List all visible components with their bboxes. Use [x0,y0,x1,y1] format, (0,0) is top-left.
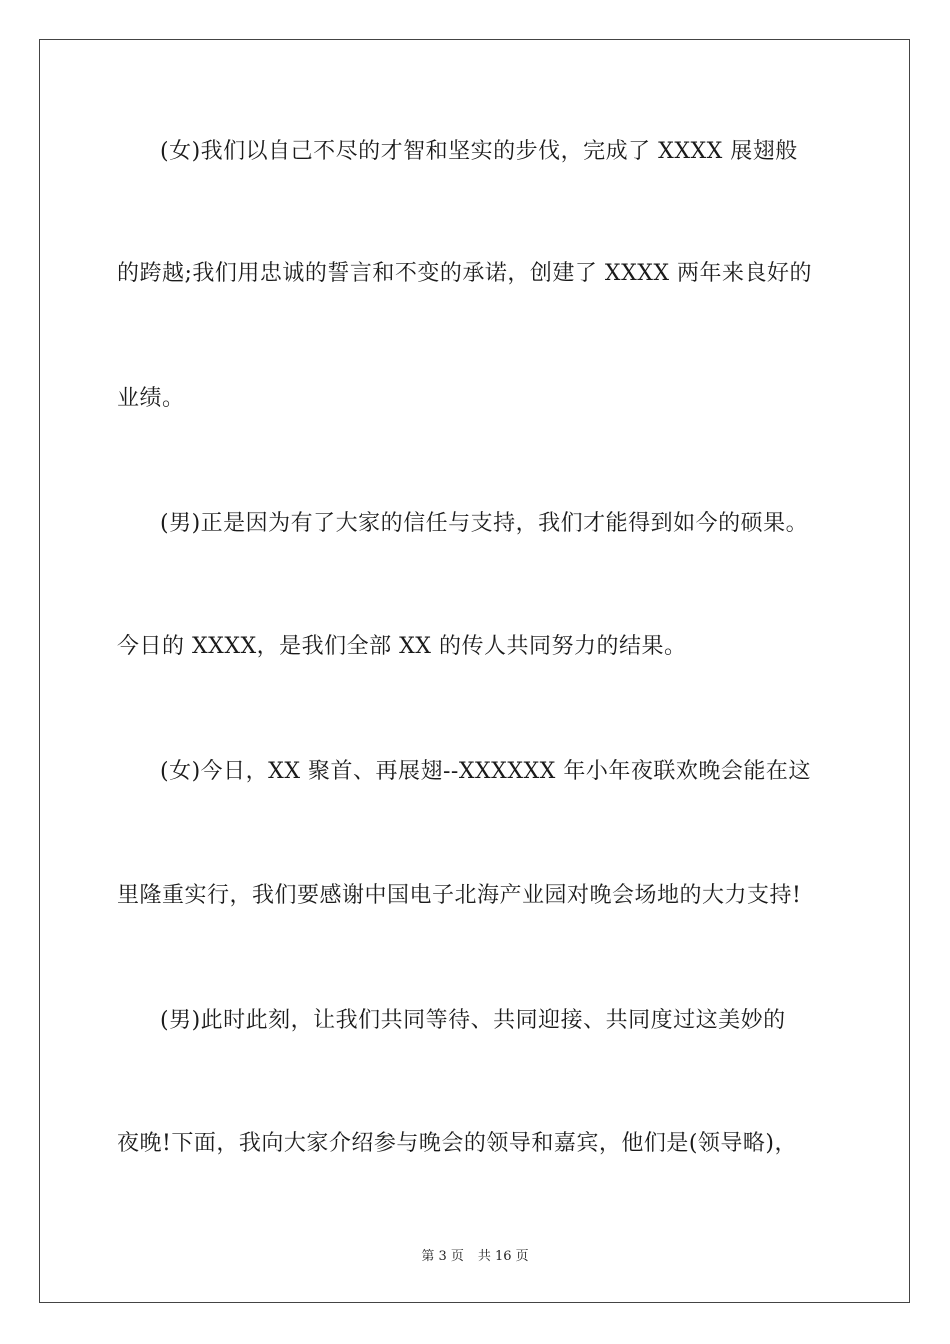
paragraph-line: (男)正是因为有了大家的信任与支持，我们才能得到如今的硕果。 [160,511,809,536]
paragraph-line: 里隆重实行，我们要感谢中国电子北海产业园对晚会场地的大力支持! [117,883,802,908]
page-total: 共 16 页 [477,1249,529,1264]
page-frame [39,39,910,1303]
paragraph-line: 业绩。 [117,386,185,411]
page-footer [0,1248,950,1266]
paragraph-line: 夜晚!下面，我向大家介绍参与晚会的领导和嘉宾，他们是(领导略)， [117,1131,798,1156]
paragraph-line: 的跨越;我们用忠诚的誓言和不变的承诺，创建了 XXXX 两年来良好的 [117,261,813,286]
page-number: 第 3 页 [421,1249,464,1264]
paragraph-line: (男)此时此刻，让我们共同等待、共同迎接、共同度过这美妙的 [160,1008,786,1033]
paragraph-line: (女)我们以自己不尽的才智和坚实的步伐，完成了 XXXX 展翅般 [160,139,798,164]
paragraph-line: 今日的 XXXX，是我们全部 XX 的传人共同努力的结果。 [117,634,687,659]
paragraph-line: (女)今日，XX 聚首、再展翅--XXXXXX 年小年夜联欢晚会能在这 [160,759,811,784]
